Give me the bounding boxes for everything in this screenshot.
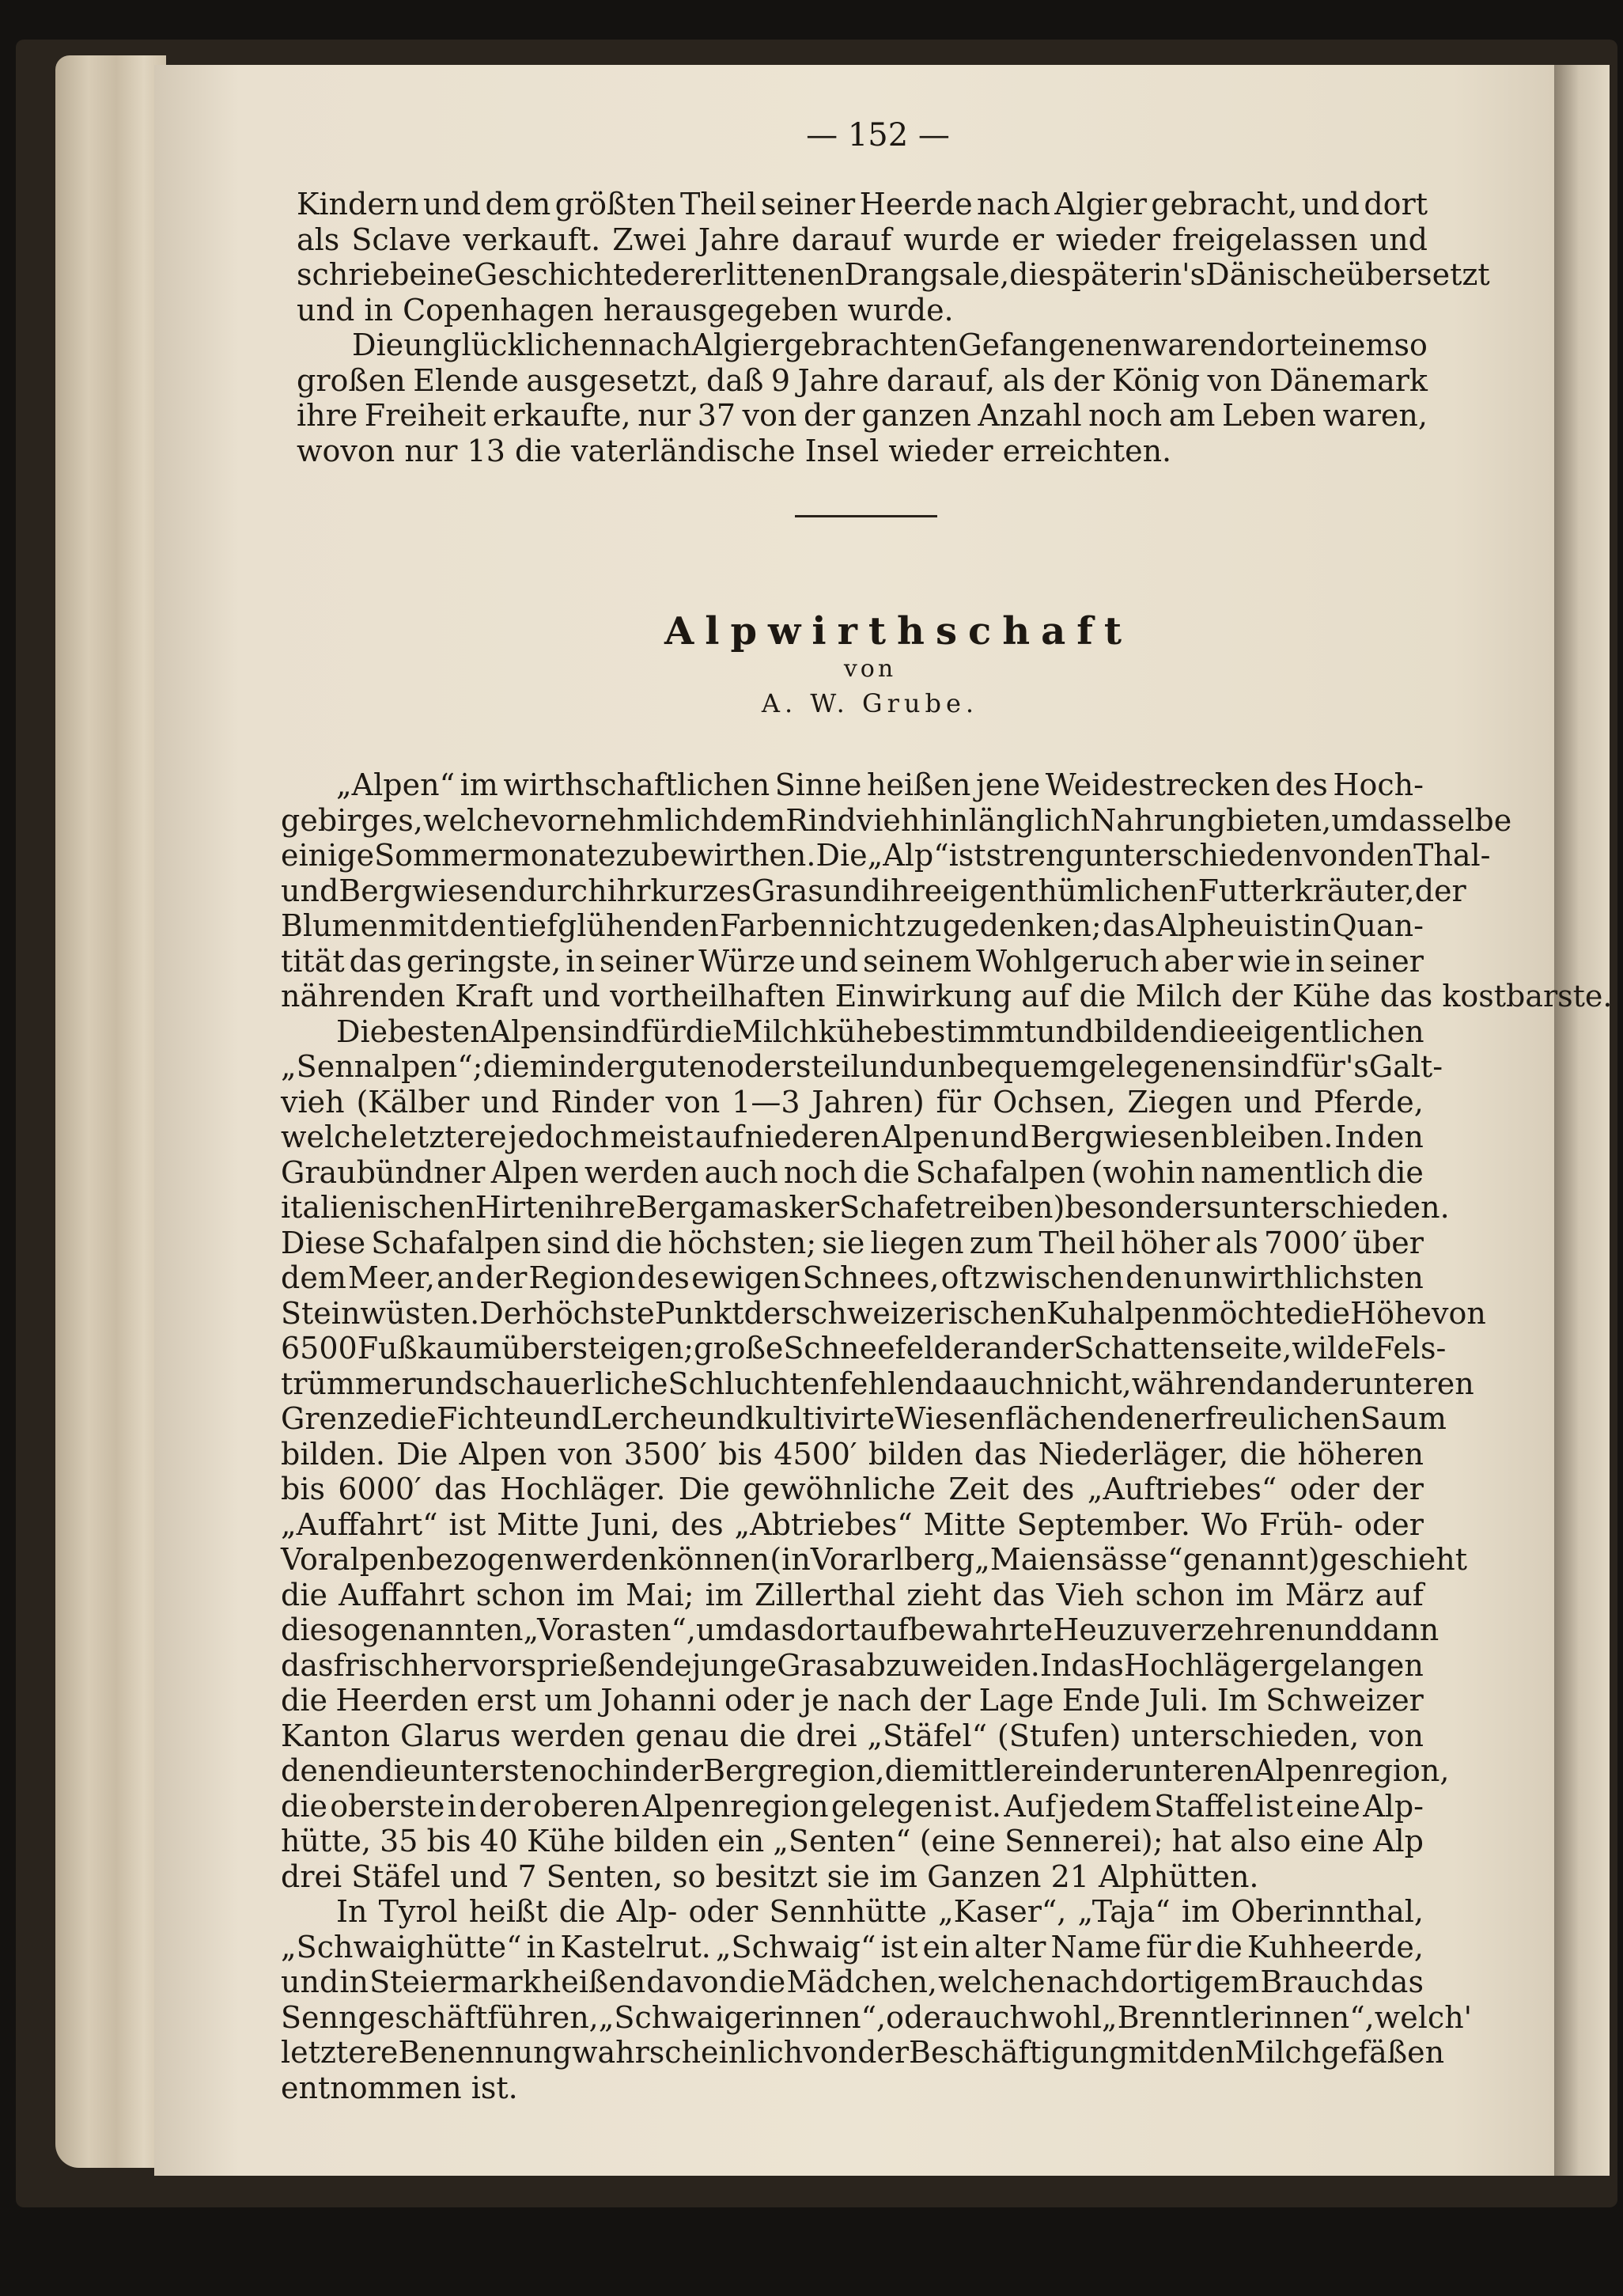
text-line: italienischen Hirten ihre Bergamasker Schafe treiben) besonders unterschieden. — [281, 1190, 1450, 1225]
section-divider — [795, 515, 937, 517]
text-line: das frisch hervorsprießende junge Gras abzuweiden. In das Hochläger gelangen — [281, 1647, 1424, 1683]
text-line: bilden. Die Alpen von 3500′ bis 4500′ bilden das Niederläger, die höheren — [281, 1436, 1424, 1472]
text-line: Blumen mit den tiefglühenden Farben nicht zu gedenken; das Alpheu ist in Quan- — [281, 908, 1424, 943]
article-title: Alpwirthschaft — [664, 609, 1133, 654]
text-line: als Sclave verkauft. Zwei Jahre darauf wurde er wieder freigelassen und — [297, 222, 1428, 257]
text-line: ihre Freiheit erkaufte, nur 37 von der ganzen Anzahl noch am Leben waren, — [297, 398, 1428, 433]
text-line: und in Copenhagen herausgegeben wurde. — [297, 292, 954, 328]
text-line: „Alpen“ im wirthschaftlichen Sinne heißen jene Weidestrecken des Hoch- — [336, 767, 1424, 802]
text-line: die oberste in der oberen Alpenregion gelegen ist. Auf jedem Staffel ist eine Alp- — [281, 1788, 1424, 1824]
text-line: letztere Benennung wahrscheinlich von der Beschäftigung mit den Milchgefäßen — [281, 2035, 1445, 2070]
text-line: Die besten Alpen sind für die Milchkühe bestimmt und bilden die eigentlichen — [336, 1013, 1424, 1049]
text-line: die Auffahrt schon im Mai; im Zillerthal zieht das Vieh schon im März auf — [281, 1577, 1424, 1612]
text-line: „Sennalpen“; die minder guten oder steil und unbequem gelegenen sind für's Galt- — [281, 1049, 1443, 1084]
text-line: denen die unterste noch in der Bergregion, die mittlere in der unteren Alpenregion, — [281, 1753, 1450, 1788]
text-line: und in Steiermark heißen davon die Mädchen, welche nach dortigem Brauch das — [281, 1964, 1424, 1999]
text-line: Steinwüsten. Der höchste Punkt der schweizerischen Kuhalpen möchte die Höhe von — [281, 1295, 1486, 1331]
text-line: 6500 Fuß kaum übersteigen; große Schneefelder an der Schattenseite, wilde Fels- — [281, 1331, 1447, 1366]
text-line: „Schwaighütte“ in Kastelrut. „Schwaig“ ist ein alter Name für die Kuhheerde, — [281, 1929, 1424, 1964]
book-gutter — [1554, 65, 1610, 2176]
text-line: wovon nur 13 die vaterländische Insel wieder erreichten. — [297, 433, 1172, 468]
text-line: einige Sommermonate zu bewirthen. Die „Alp“ ist streng unterschieden von den Thal- — [281, 838, 1491, 873]
text-line: Senngeschäft führen, „Schwaigerinnen“, oder auch wohl „Brenntlerinnen“, welch' — [281, 1999, 1473, 2035]
text-line: vieh (Kälber und Rinder von 1—3 Jahren) für Ochsen, Ziegen und Pferde, — [281, 1084, 1424, 1120]
article-author: A. W. Grube. — [761, 688, 979, 718]
text-line: „Auffahrt“ ist Mitte Juni, des „Abtriebes“ Mitte September. Wo Früh- oder — [281, 1506, 1424, 1542]
text-line: die Heerden erst um Johanni oder je nach der Lage Ende Juli. Im Schweizer — [281, 1683, 1424, 1718]
text-line: Die unglücklichen nach Algier gebrachten Gefangenen waren dort einem so — [352, 328, 1428, 362]
text-line: großen Elende ausgesetzt, daß 9 Jahre darauf, als der König von Dänemark — [297, 362, 1428, 398]
text-line: Diese Schafalpen sind die höchsten; sie liegen zum Theil höher als 7000′ über — [281, 1225, 1424, 1260]
article-body — [281, 767, 1613, 2105]
text-line: bis 6000′ das Hochläger. Die gewöhnliche Zeit des „Auftriebes“ oder der — [281, 1472, 1424, 1506]
text-line: Voralpen bezogen werden können (in Vorarlberg „Maiensässe“ genannt) geschieht — [281, 1542, 1468, 1577]
text-line: und Bergwiesen durch ihr kurzes Gras und ihre eigenthümlichen Futterkräuter, der — [281, 873, 1466, 908]
text-line: gebirges, welche vornehmlich dem Rindvieh hinlänglich Nahrung bieten, um dasselbe — [281, 802, 1512, 838]
page-number: — 152 — — [806, 117, 950, 153]
text-line: schrieb eine Geschichte der erlittenen Drangsale, die später in's Dänische übersetzt — [297, 257, 1490, 292]
text-line: Kindern und dem größten Theil seiner Heerde nach Algier gebracht, und dort — [297, 187, 1428, 222]
text-line: dem Meer, an der Region des ewigen Schnees, oft zwischen den unwirthlichsten — [281, 1260, 1424, 1295]
text-line: tität das geringste, in seiner Würze und seinem Wohlgeruch aber wie in seiner — [281, 943, 1424, 979]
text-line: die sogenannten „Vorasten“, um das dort aufbewahrte Heu zu verzehren und dann — [281, 1612, 1440, 1647]
text-line: Kanton Glarus werden genau die drei „Stäfel“ (Stufen) unterschieden, von — [281, 1718, 1424, 1753]
article-byline: von — [843, 655, 897, 683]
top-paragraphs — [297, 187, 1490, 468]
text-line: welche letztere jedoch meist auf niederen Alpen und Bergwiesen bleiben. In den — [281, 1120, 1424, 1154]
text-line: entnommen ist. — [281, 2070, 518, 2105]
text-line: nährenden Kraft und vortheilhaften Einwirkung auf die Milch der Kühe das kostbarste. — [281, 979, 1613, 1013]
text-line: hütte, 35 bis 40 Kühe bilden ein „Senten“ (eine Sennerei); hat also eine Alp — [281, 1824, 1424, 1858]
text-line: Grenze die Fichte und Lerche und kultivirte Wiesenflächen den erfreulichen Saum — [281, 1401, 1447, 1436]
text-line: trümmer und schauerliche Schluchten fehlen da auch nicht, während an der unteren — [281, 1366, 1474, 1401]
text-line: In Tyrol heißt die Alp- oder Sennhütte „Kaser“, „Taja“ im Oberinnthal, — [336, 1894, 1424, 1929]
text-line: Graubündner Alpen werden auch noch die Schafalpen (wohin namentlich die — [281, 1154, 1424, 1190]
page-edges — [55, 55, 166, 2168]
text-line: drei Stäfel und 7 Senten, so besitzt sie im Ganzen 21 Alphütten. — [281, 1858, 1259, 1894]
